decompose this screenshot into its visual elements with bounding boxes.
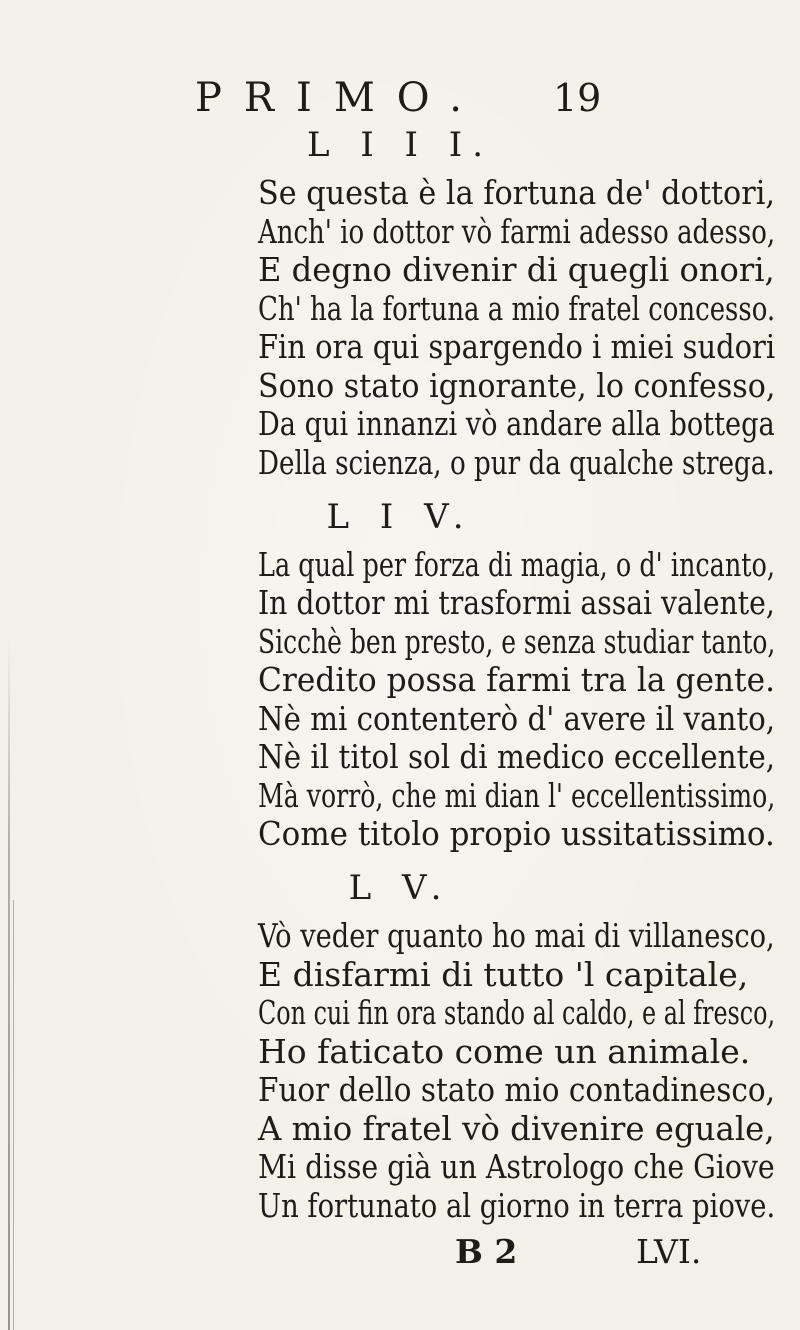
verse-line: Un fortunato al giorno in terra piove. <box>258 1185 776 1225</box>
page-number: 19 <box>553 76 602 120</box>
verse-line: Nè il titol sol di medico eccellente, <box>258 737 776 776</box>
verse-line: Da qui innanzi vò andare alla bottega <box>258 404 775 443</box>
verse-line: Anch' io dottor vò farmi adesso adesso, <box>258 211 776 251</box>
binding-edge <box>8 640 10 1330</box>
verse-line: Fin ora qui spargendo i miei sudori <box>258 327 776 366</box>
verse-line: Ch' ha la fortuna a mio fratel concesso. <box>258 288 776 328</box>
verse-line: E degno divenir di quegli onori, <box>258 250 775 289</box>
verse-line: Ho faticato come un animale. <box>258 1031 751 1071</box>
verse-line: Se questa è la fortuna de' dottori, <box>258 173 776 212</box>
stanza-title: L V. <box>348 868 452 908</box>
stanza-title: L I V. <box>326 496 474 537</box>
verse-line: Come titolo propio ussitatissimo. <box>258 814 775 853</box>
verse-line: In dottor mi trasformi assai valente, <box>258 583 775 622</box>
verse-line: La qual per forza di magia, o d' incanto, <box>258 544 776 584</box>
verse-line: Con cui fin ora stando al caldo, e al fresco, <box>258 993 776 1032</box>
verse-line: Mà vorrò, che mi dian l' eccellentissimo, <box>258 775 776 815</box>
signature-mark: B 2 <box>455 1231 518 1271</box>
running-head: PRIMO. <box>195 75 484 121</box>
catchword: LVI. <box>636 1231 702 1271</box>
verse-line: Vò veder quanto ho mai di villanesco, <box>258 916 775 955</box>
verse-line: Sicchè ben presto, e senza studiar tanto, <box>258 621 776 661</box>
stanza-title: L I I I. <box>306 125 494 165</box>
page-header <box>0 70 800 120</box>
verse-line: Nè mi contenterò d' avere il vanto, <box>258 698 776 738</box>
verse-line: Credito possa farmi tra la gente. <box>258 660 776 699</box>
verse-line: A mio fratel vò divenire eguale, <box>258 1108 775 1148</box>
verse-line: Sono stato ignorante, lo confesso, <box>258 365 776 405</box>
verse-line: E disfarmi di tutto 'l capitale, <box>258 954 749 994</box>
verse-line: Della scienza, o pur da qualche strega. <box>258 442 775 482</box>
verse-line: Mi disse già un Astrologo che Giove <box>258 1147 775 1186</box>
verse-line: Fuor dello stato mio contadinesco, <box>258 1070 775 1109</box>
binding-edge-inner <box>13 900 14 1330</box>
